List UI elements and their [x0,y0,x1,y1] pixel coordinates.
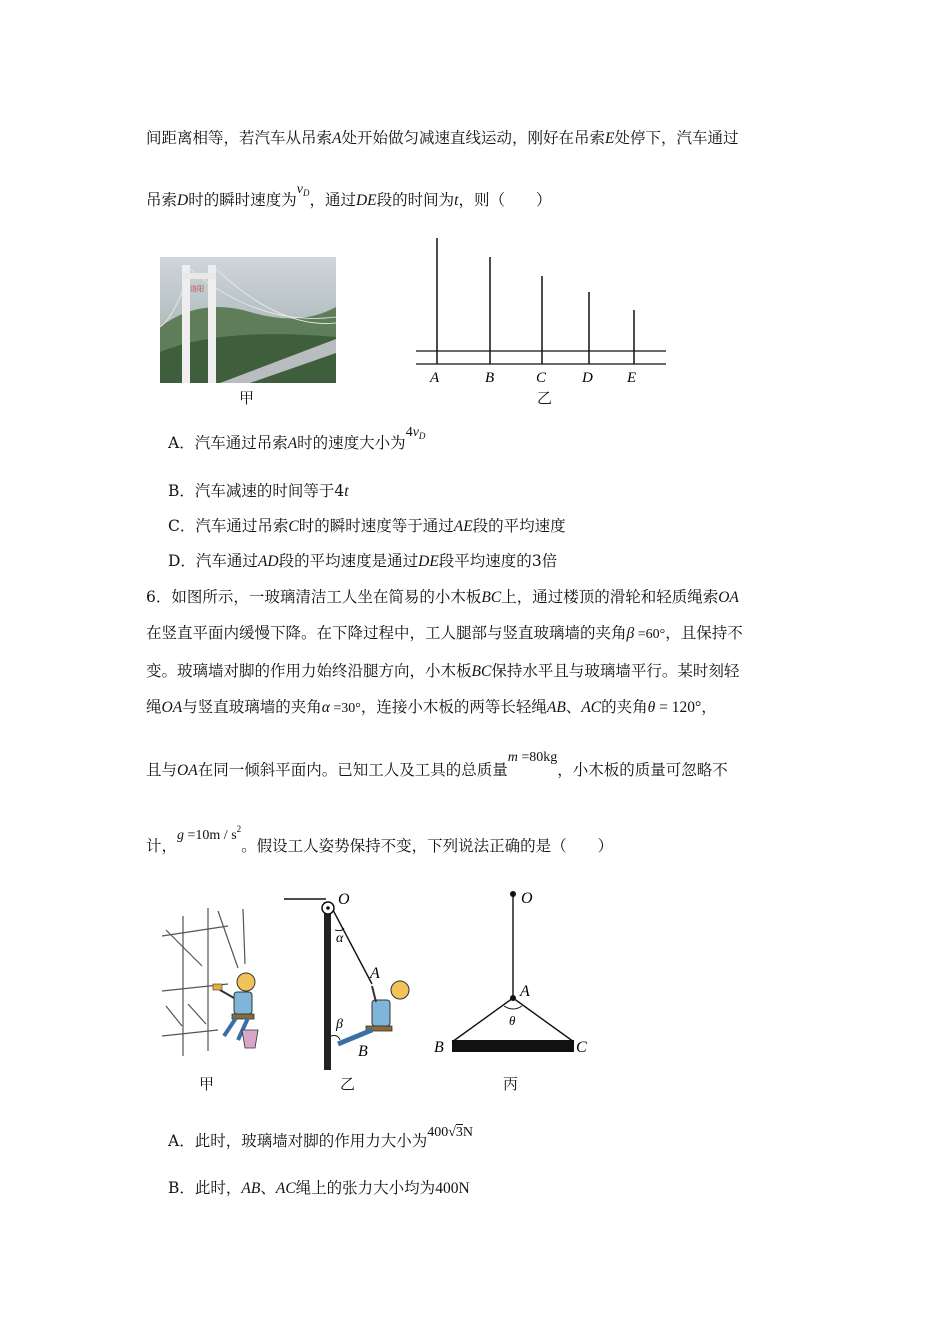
q5-option-b[interactable]: B．汽车减速的时间等于4t [168,482,349,500]
q6-text-line-3: 变。玻璃墙对脚的作用力始终沿腿方向，小木板BC保持水平且与玻璃墙平行。某时刻轻 [146,662,740,680]
label-theta: θ [509,1013,516,1028]
q6-text-line-5: 且与OA在同一倾斜平面内。已知工人及工具的总质量m =80kg，小木板的质量可忽略不 [146,750,728,779]
mass-expression: m =80kg [507,750,558,765]
bridge-photo [160,257,336,383]
q6-text-line-4: 绳OA与竖直玻璃墙的夹角α =30°，连接小木板的两等长轻绳AB、AC的夹角θ = 120°， [146,698,717,716]
fig-label-yi-1: 乙 [537,389,553,407]
axis-label-c: C [536,370,547,386]
axis-label-e: E [627,370,637,386]
q6-option-b[interactable]: B．此时，AB、AC绳上的张力大小均为400N [168,1179,470,1197]
force-expression: 400√3N [427,1125,474,1140]
fig-label-jia-1: 甲 [239,389,255,407]
label-a-2: A [370,965,380,982]
q5-option-d[interactable]: D．汽车通过AD段的平均速度是通过DE段平均速度的3倍 [168,552,558,570]
label-o-3: O [521,890,533,907]
label-b-3: B [434,1039,444,1056]
q6-option-a[interactable]: A．此时，玻璃墙对脚的作用力大小为400√3N [168,1125,474,1150]
q6-text-line-6: 计，$g =10m / s^2$。假设工人姿势保持不变，下列说法正确的是（ ） [146,824,614,855]
q6-text-line-2: 在竖直平面内缓慢下降。在下降过程中，工人腿部与竖直玻璃墙的夹角β =60°，且保持不 [146,624,743,642]
wooden-board [452,1040,574,1052]
velocity-4vd: $4v_D$ [405,425,426,441]
rope-ab [452,998,513,1042]
pulley-diagram [280,886,420,1076]
axis-label-d: D [582,370,593,386]
gravity-expression: $g =10m / s^2$ [177,824,242,843]
q5-text-line-2: 吊索D时的瞬时速度为$v_D$，通过DE段的时间为t，则（ ） [146,182,552,209]
helmet-icon [237,973,255,991]
worker-glass-wall-figure [158,906,270,1066]
fig-label-jia-2: 甲 [199,1075,215,1093]
fig-label-bing: 丙 [503,1075,519,1093]
label-beta: β [336,1017,343,1032]
fig-label-yi-2: 乙 [340,1075,356,1093]
axis-label-b: B [485,370,495,386]
helmet-icon-2 [391,981,409,999]
velocity-vd: $v_D$ [296,182,310,198]
axis-label-a: A [430,370,440,386]
cable-diagram [410,232,672,392]
glass-wall [324,902,331,1070]
label-c-3: C [576,1039,587,1056]
q5-text-line-1: 间距离相等，若汽车从吊索A处开始做匀减速直线运动，刚好在吊索E处停下，汽车通过 [146,129,739,147]
rope-ac [513,998,574,1042]
rope-oa [333,910,372,984]
q6-text-line-1: 6．如图所示，一玻璃清洁工人坐在简易的小木板BC上，通过楼顶的滑轮和轻质绳索OA [146,588,739,606]
bridge-sign: 洛阳 [190,285,204,293]
q5-option-c[interactable]: C．汽车通过吊索C时的瞬时速度等于通过AE段的平均速度 [168,517,566,535]
label-b-2: B [358,1043,368,1060]
board-diagram [430,886,600,1058]
q5-option-a[interactable]: A．汽车通过吊索A时的速度大小为$4v_D$ [168,425,426,452]
label-o-2: O [338,891,350,908]
label-alpha: α [336,931,344,946]
label-a-3: A [520,983,530,1000]
